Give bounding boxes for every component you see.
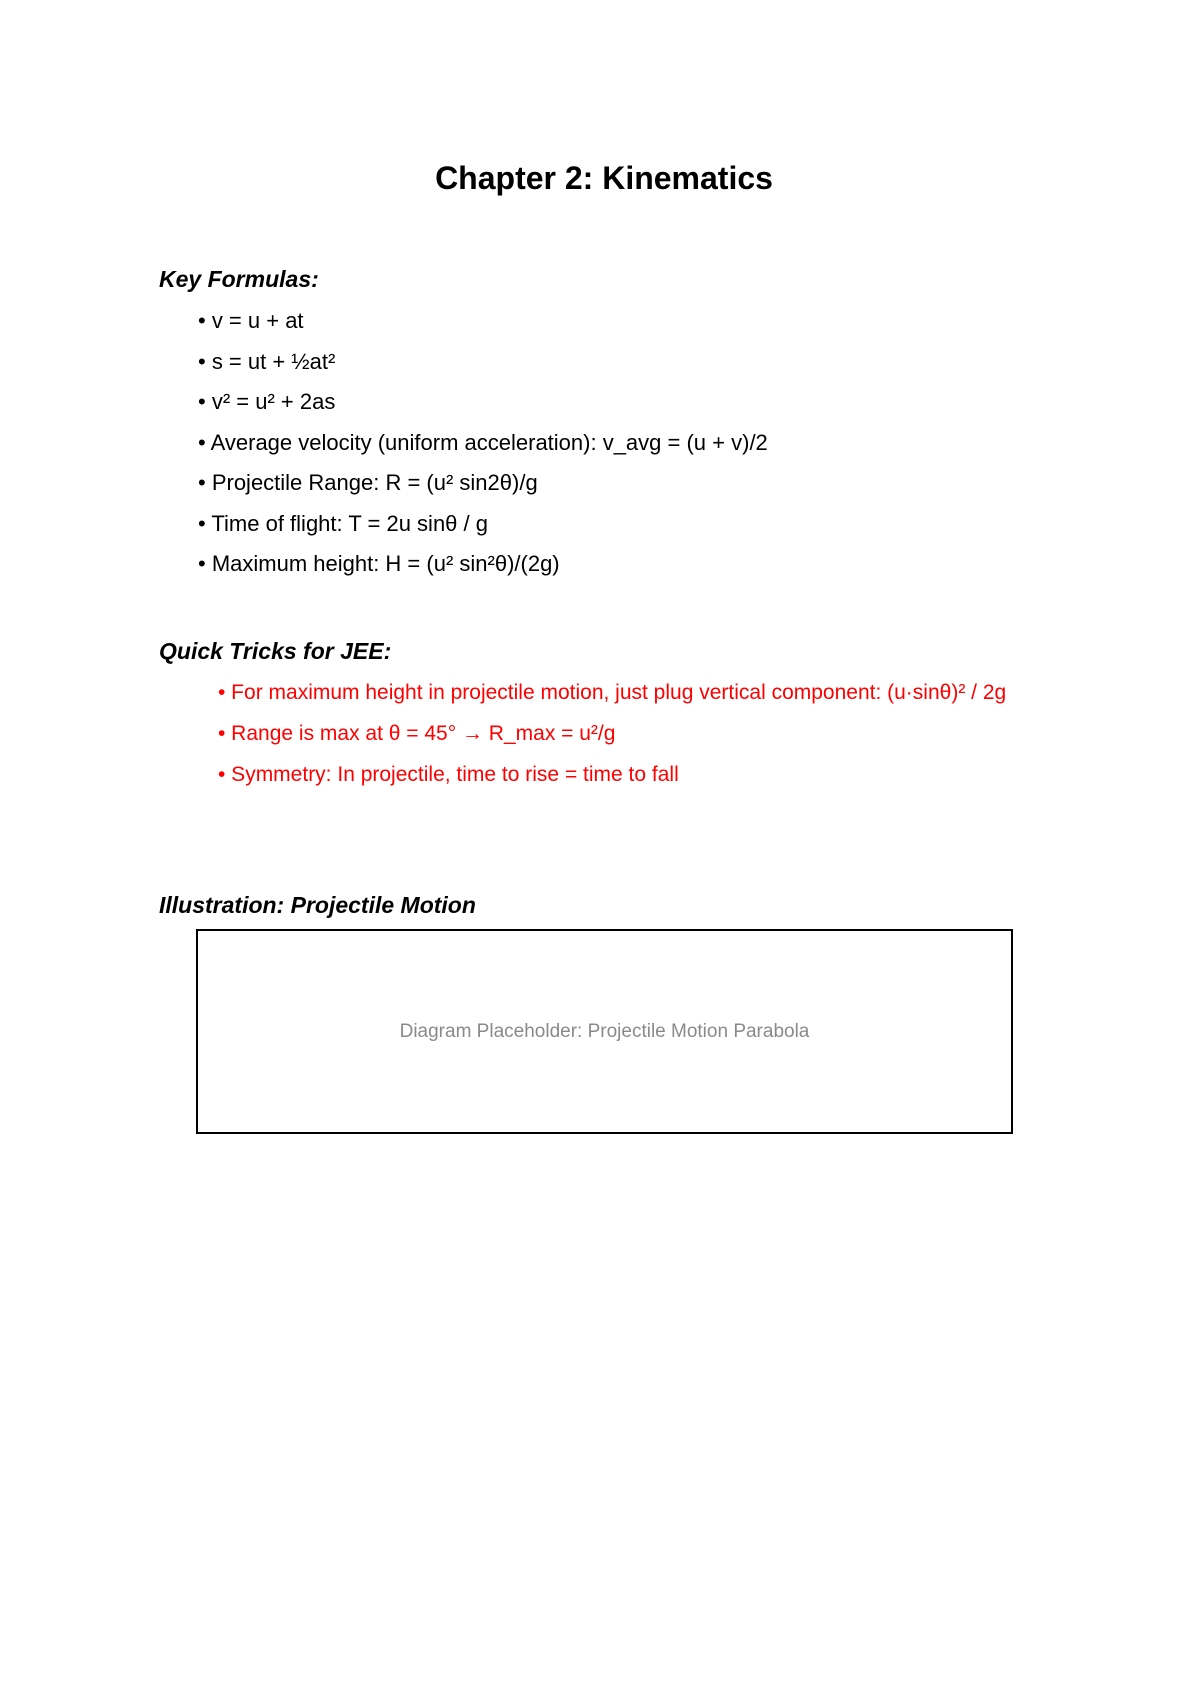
tricks-list — [218, 681, 1033, 804]
list-item: • Time of flight: T = 2u sinθ / g — [198, 510, 488, 536]
list-item: • Symmetry: In projectile, time to rise = time to fall — [218, 763, 679, 786]
diagram-placeholder-box — [196, 929, 1013, 1134]
list-item: • s = ut + ½at² — [198, 348, 336, 374]
list-item: • Maximum height: H = (u² sin²θ)/(2g) — [198, 551, 560, 576]
list-item: • Average velocity (uniform acceleration): v_avg = (u + v)/2 — [198, 429, 768, 455]
list-item: • For maximum height in projectile motion, just plug vertical component: (u·sinθ)² / 2g — [218, 681, 1007, 704]
list-item: • v = u + at — [198, 308, 304, 333]
diagram-placeholder-text: Diagram Placeholder: Projectile Motion Parabola — [399, 1020, 810, 1042]
list-item: • v² = u² + 2as — [198, 389, 336, 414]
quick-tricks-heading: Quick Tricks for JEE: — [159, 638, 392, 664]
list-item: • Range is max at θ = 45° → R_max = u²/g — [218, 722, 616, 745]
list-item: • Projectile Range: R = (u² sin2θ)/g — [198, 470, 538, 495]
illustration-heading: Illustration: Projectile Motion — [159, 892, 476, 918]
page-title: Chapter 2: Kinematics — [435, 160, 773, 196]
formula-list — [198, 308, 768, 592]
key-formulas-heading: Key Formulas: — [159, 266, 319, 292]
